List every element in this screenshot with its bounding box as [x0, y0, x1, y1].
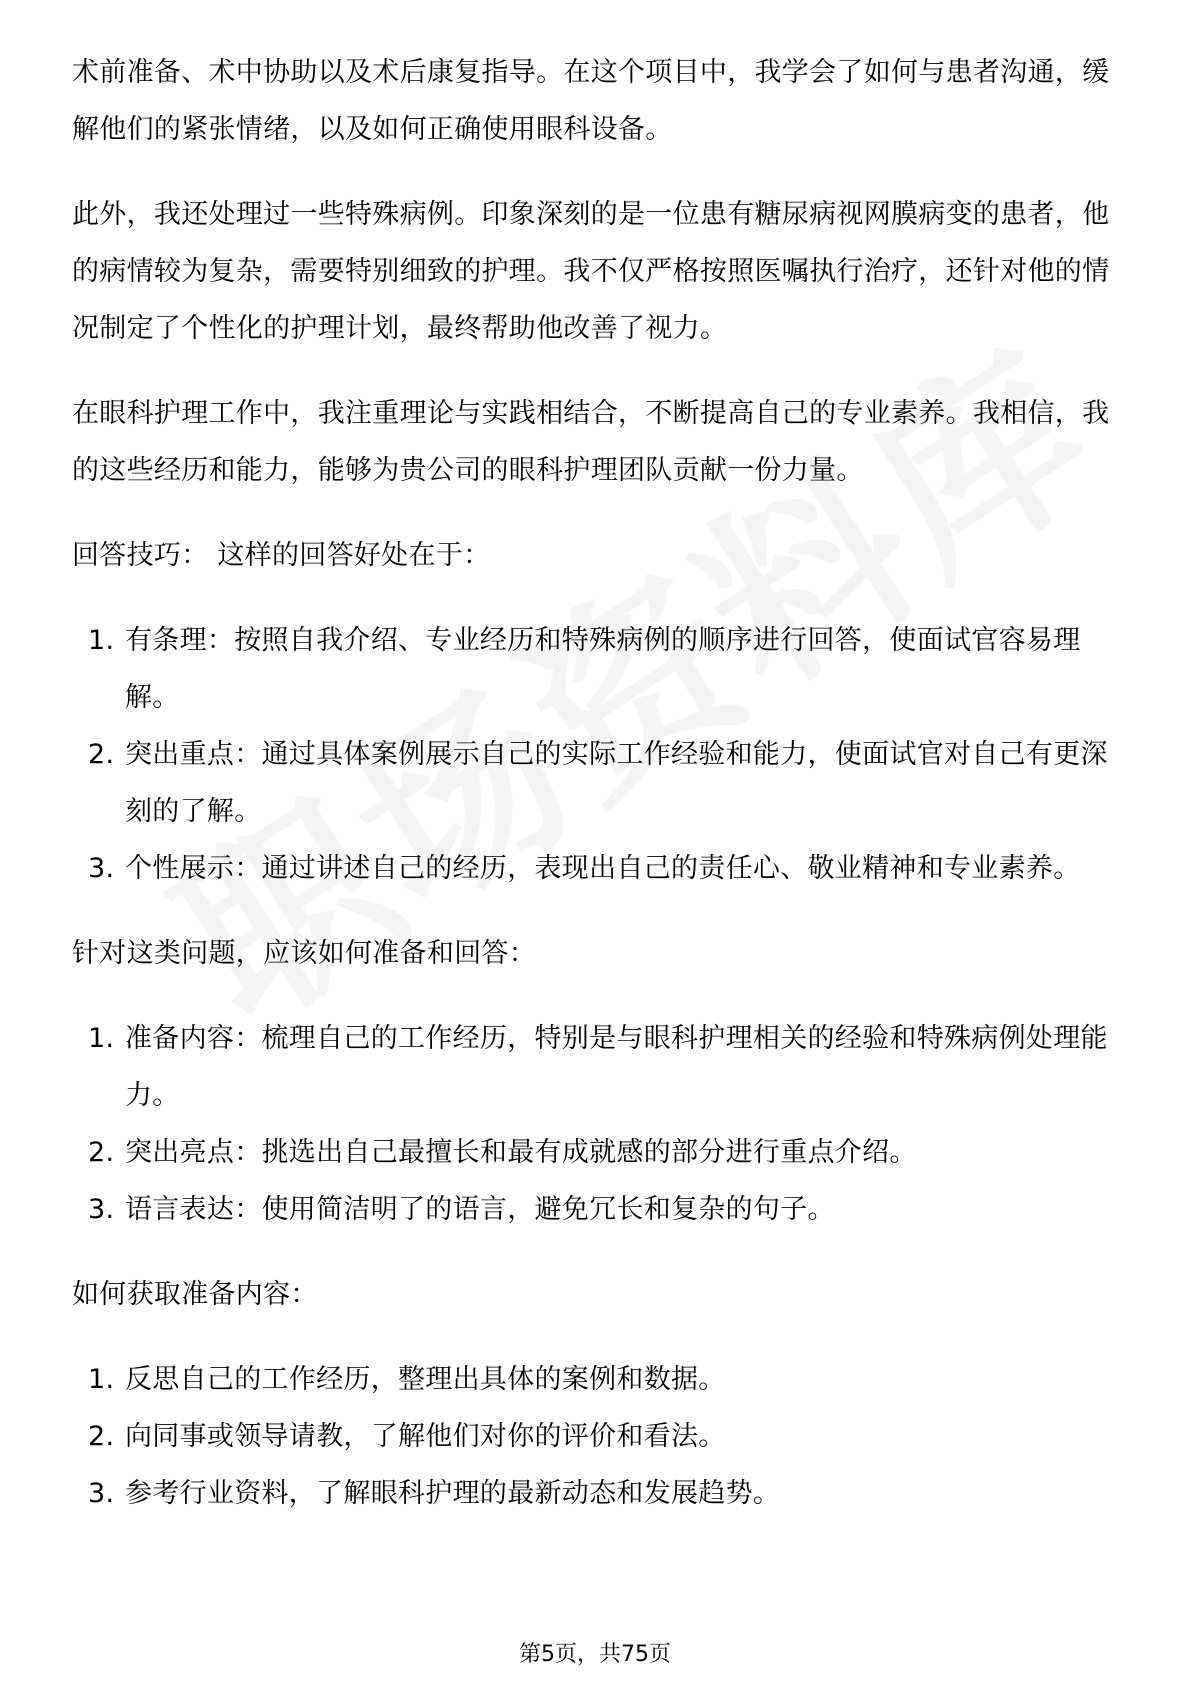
list-number: 3.: [88, 853, 115, 884]
numbered-list: [72, 1351, 1122, 1522]
list-item: [72, 1010, 1122, 1124]
list-number: 2.: [88, 1137, 115, 1168]
list-item-text: 参考行业资料，了解眼科护理的最新动态和发展趋势。: [125, 1478, 781, 1509]
page-number: 第5页，共75页: [519, 1642, 671, 1667]
list-number: 3.: [88, 1194, 115, 1225]
list-item: [72, 1124, 1122, 1181]
list-item-text: 突出亮点：挑选出自己最擅长和最有成就感的部分进行重点介绍。: [125, 1137, 917, 1168]
list-number: 1.: [88, 625, 115, 656]
list-item: [72, 1351, 1122, 1408]
numbered-list: [72, 612, 1122, 897]
list-item-text: 向同事或领导请教，了解他们对你的评价和看法。: [125, 1421, 726, 1452]
paragraph: 术前准备、术中协助以及术后康复指导。在这个项目中，我学会了如何与患者沟通，缓解他们的紧张情绪，以及如何正确使用眼科设备。: [72, 57, 1110, 145]
list-item: [72, 1408, 1122, 1465]
list-item: [72, 612, 1122, 726]
list-item-text: 准备内容：梳理自己的工作经历，特别是与眼科护理相关的经验和特殊病例处理能力。: [125, 1023, 1108, 1111]
list-item-text: 个性展示：通过讲述自己的经历，表现出自己的责任心、敬业精神和专业素养。: [125, 853, 1081, 884]
list-number: 2.: [88, 1421, 115, 1452]
list-item: [72, 1465, 1122, 1522]
list-number: 2.: [88, 739, 115, 770]
numbered-list: [72, 1010, 1122, 1238]
paragraph: 在眼科护理工作中，我注重理论与实践相结合，不断提高自己的专业素养。我相信，我的这些经历和能力，能够为贵公司的眼科护理团队贡献一份力量。: [72, 398, 1110, 486]
list-number: 1.: [88, 1023, 115, 1054]
list-item-text: 反思自己的工作经历，整理出具体的案例和数据。: [125, 1364, 726, 1395]
paragraph: 此外，我还处理过一些特殊病例。印象深刻的是一位患有糖尿病视网膜病变的患者，他的病情较为复杂，需要特别细致的护理。我不仅严格按照医嘱执行治疗，还针对他的情况制定了个性化的护理计划，最终帮助他改善了视力。: [72, 199, 1110, 344]
list-number: 1.: [88, 1364, 115, 1395]
list-item-text: 有条理：按照自我介绍、专业经历和特殊病例的顺序进行回答，使面试官容易理解。: [125, 625, 1081, 713]
list-item-text: 突出重点：通过具体案例展示自己的实际工作经验和能力，使面试官对自己有更深刻的了解。: [125, 739, 1108, 827]
list-item: [72, 840, 1122, 897]
document-body: [72, 44, 1122, 1550]
section-heading: 针对这类问题，应该如何准备和回答：: [72, 938, 537, 969]
list-number: 3.: [88, 1478, 115, 1509]
section-heading: 回答技巧： 这样的回答好处在于：: [72, 540, 491, 571]
section-heading: 如何获取准备内容：: [72, 1279, 318, 1310]
list-item: [72, 1181, 1122, 1238]
list-item-text: 语言表达：使用简洁明了的语言，避免冗长和复杂的句子。: [125, 1194, 835, 1225]
list-item: [72, 726, 1122, 840]
